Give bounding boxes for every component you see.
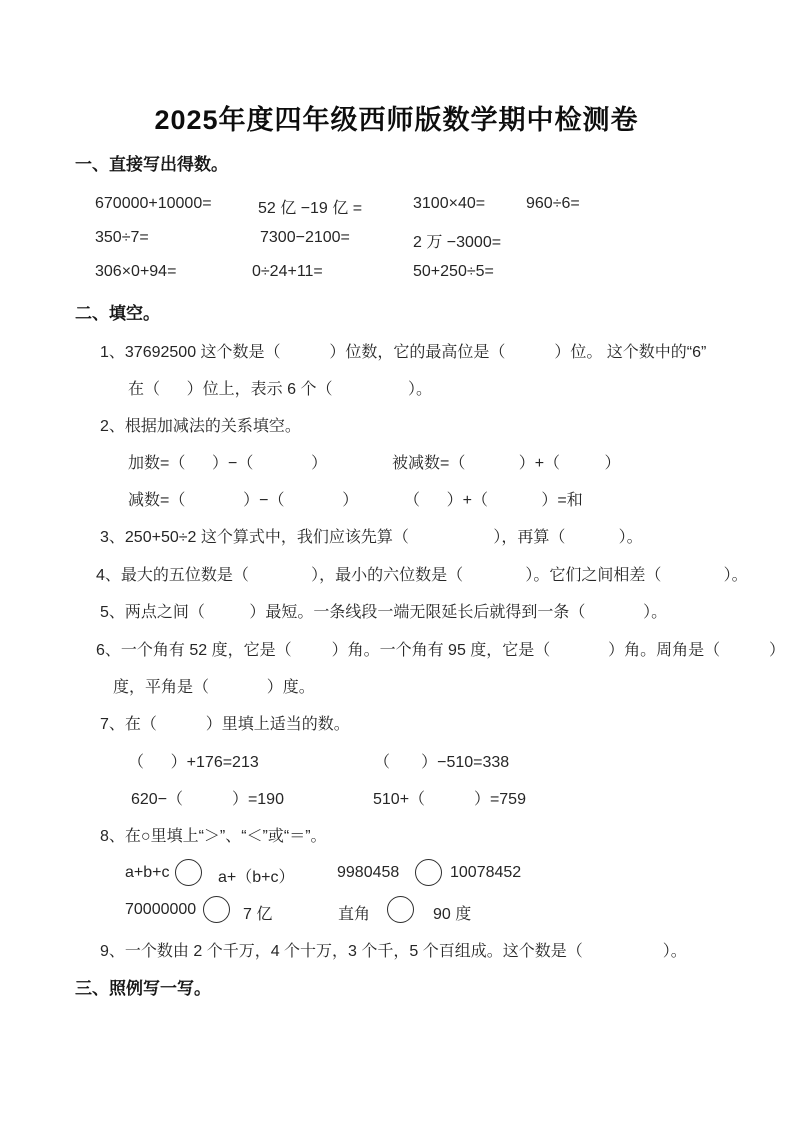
- compare-left: a+b+c: [125, 864, 170, 881]
- compare-right: 7 亿: [243, 906, 273, 923]
- question-7-row-2: [0, 786, 793, 812]
- question-text: 8、在○里填上“＞”、“＜”或“＝”。: [100, 828, 327, 845]
- question-text: 5、两点之间（ ）最短。一条线段一端无限延长后就得到一条（ ）。: [100, 604, 668, 621]
- blank-equation: 被减数=（ ）+（ ）: [392, 455, 621, 472]
- page-title: 2025年度四年级西师版数学期中检测卷: [154, 105, 639, 135]
- section-3-heading: 三、照例写一写。: [75, 979, 211, 998]
- question-1-line-1: [0, 339, 793, 365]
- question-5: [0, 599, 793, 625]
- section-2-heading: 二、填空。: [75, 304, 160, 323]
- question-8: [0, 823, 793, 849]
- question-7-row-1: [0, 749, 793, 775]
- compare-left: 直角: [338, 906, 371, 923]
- comparison-circle: [203, 896, 230, 923]
- question-6-line-1: [0, 637, 793, 663]
- section-1-row-1: [0, 195, 793, 221]
- compare-left: 9980458: [337, 864, 400, 881]
- section-1-heading: 一、直接写出得数。: [75, 155, 228, 174]
- expression: 2 万 −3000=: [413, 234, 502, 251]
- question-text: 3、250+50÷2 这个算式中，我们应该先算（ ），再算（ ）。: [100, 529, 643, 546]
- question-text: 在（ ）位上，表示 6 个（ ）。: [128, 381, 433, 398]
- question-text: 6、一个角有 52 度，它是（ ）角。一个角有 95 度，它是（ ）角。周角是（ ）: [96, 642, 785, 659]
- question-8-row-1: [0, 864, 793, 890]
- compare-left: 70000000: [125, 901, 197, 918]
- expression: 3100×40=: [413, 195, 486, 212]
- question-3: [0, 524, 793, 550]
- question-7: [0, 711, 793, 737]
- question-4: [0, 562, 793, 588]
- section-1-row-2: [0, 229, 793, 255]
- question-2-row-2: [0, 487, 793, 513]
- comparison-circle: [387, 896, 414, 923]
- section-1-row-3: [0, 263, 793, 289]
- question-text: 7、在（ ）里填上适当的数。: [100, 716, 350, 733]
- expression: 7300−2100=: [260, 229, 350, 246]
- question-8-row-2: [0, 901, 793, 927]
- blank-equation: 510+（ ）=759: [373, 791, 526, 808]
- question-text: 4、最大的五位数是（ ），最小的六位数是（ ）。它们之间相差（ ）。: [96, 567, 748, 584]
- expression: 670000+10000=: [95, 195, 212, 212]
- expression: 0÷24+11=: [252, 263, 323, 280]
- question-text: 9、一个数由 2 个千万，4 个十万，3 个千，5 个百组成。这个数是（ ）。: [100, 943, 687, 960]
- blank-equation: （ ）+176=213: [128, 754, 259, 771]
- expression: 306×0+94=: [95, 263, 177, 280]
- question-2-row-1: [0, 450, 793, 476]
- comparison-circle: [415, 859, 442, 886]
- question-text: 2、根据加减法的关系填空。: [100, 418, 301, 435]
- question-6-line-2: [0, 674, 793, 700]
- question-text: 度，平角是（ ）度。: [113, 679, 315, 696]
- blank-equation: 减数=（ ）−（ ）: [128, 492, 359, 509]
- expression: 50+250÷5=: [413, 263, 494, 280]
- comparison-circle: [175, 859, 202, 886]
- question-text: 1、37692500 这个数是（ ）位数，它的最高位是（ ）位。 这个数中的“6”: [100, 344, 707, 361]
- blank-equation: 620−（ ）=190: [131, 791, 284, 808]
- compare-right: 10078452: [450, 864, 522, 881]
- question-2: [0, 413, 793, 439]
- expression: 350÷7=: [95, 229, 149, 246]
- question-1-line-2: [0, 376, 793, 402]
- compare-right: a+（b+c）: [218, 869, 295, 886]
- expression: 52 亿 −19 亿 =: [258, 200, 363, 217]
- blank-equation: （ ）+（ ）=和: [404, 492, 583, 509]
- expression: 960÷6=: [526, 195, 580, 212]
- question-9: [0, 938, 793, 964]
- compare-right: 90 度: [433, 906, 472, 923]
- blank-equation: 加数=（ ）−（ ）: [128, 455, 328, 472]
- blank-equation: （ ）−510=338: [374, 754, 510, 771]
